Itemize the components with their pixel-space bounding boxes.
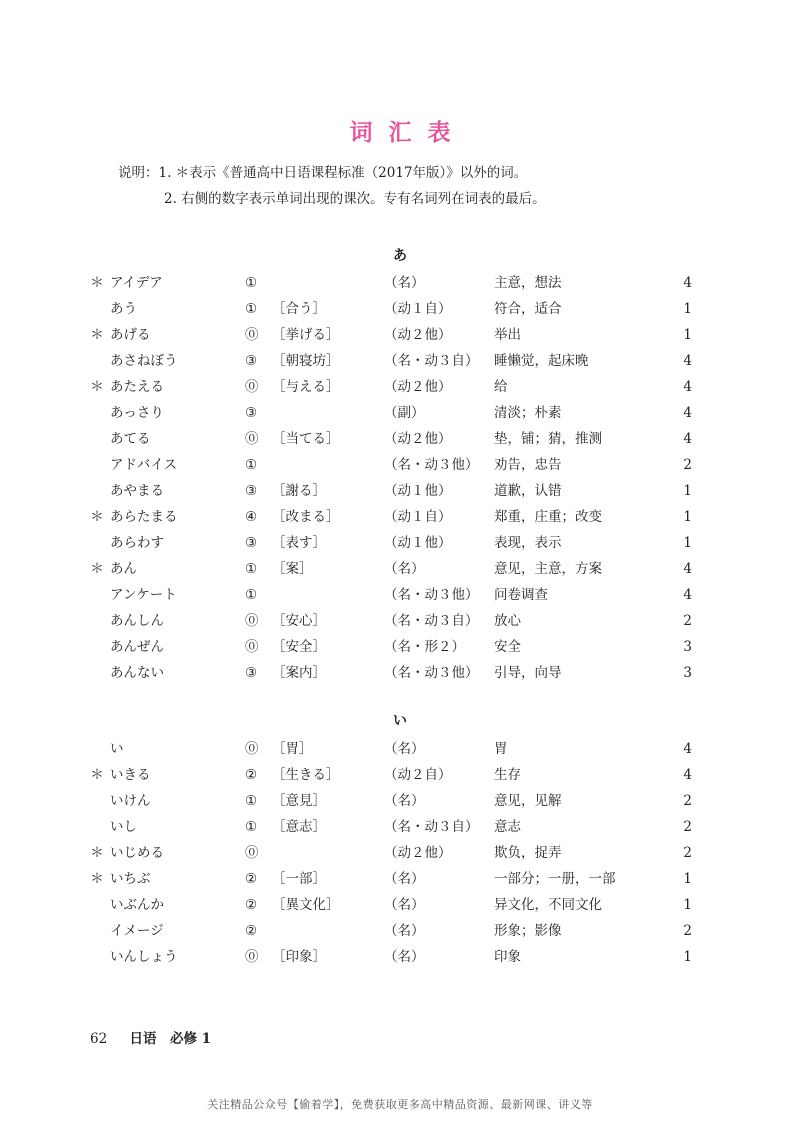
vocab-accent: ① (245, 561, 258, 577)
vocab-lesson: 1 (683, 483, 692, 499)
vocab-pos: （名・动３自） (384, 353, 479, 369)
vocab-kanji: ［与える］ (272, 379, 340, 395)
vocab-row (0, 296, 800, 322)
vocab-lesson: 4 (683, 379, 692, 395)
vocab-mark: ＊ (90, 845, 104, 861)
vocab-pos: （动１自） (384, 509, 452, 525)
vocab-mark: ＊ (90, 509, 104, 525)
vocab-row (0, 736, 800, 762)
vocab-lesson: 1 (683, 327, 692, 343)
vocab-accent: ① (245, 587, 258, 603)
vocab-kana: あんない (110, 665, 164, 681)
vocab-accent: ⓪ (245, 741, 259, 757)
vocab-lesson: 3 (683, 665, 692, 681)
vocab-kana: あらたまる (110, 509, 178, 525)
vocab-row (0, 374, 800, 400)
vocab-lesson: 1 (683, 871, 692, 887)
vocab-kana: あん (110, 561, 137, 577)
vocab-pos: （名・形２） (384, 639, 465, 655)
vocab-mark: ＊ (90, 275, 104, 291)
vocab-lesson: 4 (683, 431, 692, 447)
vocab-accent: ③ (245, 665, 258, 681)
vocab-pos: （动２他） (384, 327, 452, 343)
vocab-kanji: ［一部］ (272, 871, 326, 887)
vocab-meaning: 给 (494, 379, 508, 395)
vocab-pos: （名） (384, 741, 425, 757)
vocab-lesson: 4 (683, 405, 692, 421)
vocab-mark: ＊ (90, 871, 104, 887)
vocab-meaning: 道歉，认错 (494, 483, 562, 499)
vocab-kana: あらわす (110, 535, 164, 551)
vocab-accent: ③ (245, 535, 258, 551)
vocab-kanji: ［朝寝坊］ (272, 353, 340, 369)
vocab-lesson: 1 (683, 897, 692, 913)
vocab-kanji: ［挙げる］ (272, 327, 340, 343)
note-line-1: 说明：1. ＊表示《普通高中日语课程标准（2017年版）》以外的词。 (118, 165, 528, 181)
vocab-pos: （动２他） (384, 379, 452, 395)
vocab-lesson: 2 (683, 793, 692, 809)
vocab-meaning: 欺负，捉弄 (494, 845, 562, 861)
vocab-pos: （名・动３他） (384, 457, 479, 473)
vocab-accent: ② (245, 923, 258, 939)
vocab-meaning: 举出 (494, 327, 521, 343)
vocab-kana: あう (110, 301, 137, 317)
vocab-kanji: ［印象］ (272, 949, 326, 965)
vocab-kana: いし (110, 819, 137, 835)
vocab-pos: （名・动３自） (384, 819, 479, 835)
vocab-lesson: 1 (683, 301, 692, 317)
vocab-kanji: ［当てる］ (272, 431, 340, 447)
vocab-meaning: 引导，向导 (494, 665, 562, 681)
vocab-kana: アドバイス (110, 457, 178, 473)
vocab-kanji: ［合う］ (272, 301, 326, 317)
vocab-lesson: 4 (683, 767, 692, 783)
vocab-meaning: 安全 (494, 639, 521, 655)
vocab-kana: いけん (110, 793, 151, 809)
vocab-row (0, 660, 800, 686)
section-heading-i: い (393, 713, 407, 729)
vocab-meaning: 放心 (494, 613, 521, 629)
vocab-kana: いじめる (110, 845, 164, 861)
book-title: 日语 必修 1 (129, 1031, 212, 1047)
vocab-row (0, 762, 800, 788)
vocab-kana: あさねぼう (110, 353, 178, 369)
vocab-kana: いぶんか (110, 897, 164, 913)
vocab-kanji: ［意見］ (272, 793, 326, 809)
vocab-accent: ⓪ (245, 613, 259, 629)
vocab-lesson: 4 (683, 561, 692, 577)
vocab-lesson: 4 (683, 353, 692, 369)
vocab-meaning: 意见，见解 (494, 793, 562, 809)
vocab-row (0, 452, 800, 478)
vocab-kana: あてる (110, 431, 151, 447)
vocab-kanji: ［異文化］ (272, 897, 340, 913)
vocab-meaning: 问卷调查 (494, 587, 548, 603)
vocab-accent: ⓪ (245, 845, 259, 861)
vocab-row (0, 426, 800, 452)
vocab-pos: （动１他） (384, 535, 452, 551)
vocab-row (0, 892, 800, 918)
vocab-lesson: 1 (683, 949, 692, 965)
page-title: 词汇表 (349, 119, 467, 146)
vocab-accent: ③ (245, 353, 258, 369)
vocab-accent: ⓪ (245, 379, 259, 395)
vocab-row (0, 348, 800, 374)
vocab-accent: ① (245, 819, 258, 835)
vocab-kanji: ［胃］ (272, 741, 313, 757)
vocab-mark: ＊ (90, 379, 104, 395)
vocab-row (0, 322, 800, 348)
vocab-meaning: 清淡；朴素 (494, 405, 562, 421)
vocab-row (0, 270, 800, 296)
vocab-meaning: 胃 (494, 741, 508, 757)
vocab-accent: ⓪ (245, 431, 259, 447)
vocab-row (0, 918, 800, 944)
vocab-row (0, 478, 800, 504)
vocab-pos: （动２他） (384, 845, 452, 861)
page-number: 62 (90, 1031, 108, 1047)
vocab-lesson: 2 (683, 613, 692, 629)
vocab-kanji: ［謝る］ (272, 483, 326, 499)
vocab-pos: （名・动３他） (384, 665, 479, 681)
vocab-meaning: 表现，表示 (494, 535, 562, 551)
vocab-accent: ① (245, 301, 258, 317)
vocab-meaning: 劝告，忠告 (494, 457, 562, 473)
vocab-kana: あんぜん (110, 639, 164, 655)
vocab-lesson: 4 (683, 275, 692, 291)
vocab-lesson: 2 (683, 845, 692, 861)
vocab-kanji: ［安心］ (272, 613, 326, 629)
vocab-row (0, 814, 800, 840)
vocab-lesson: 2 (683, 923, 692, 939)
vocab-kana: いきる (110, 767, 151, 783)
vocab-list-a (0, 270, 800, 686)
vocab-mark: ＊ (90, 561, 104, 577)
vocab-row (0, 840, 800, 866)
note-line-2: 2. 右侧的数字表示单词出现的课次。专有名词列在词表的最后。 (164, 191, 546, 207)
vocab-pos: （动１自） (384, 301, 452, 317)
vocab-row (0, 504, 800, 530)
vocab-row (0, 788, 800, 814)
vocab-meaning: 生存 (494, 767, 521, 783)
vocab-pos: （名・动３他） (384, 587, 479, 603)
vocab-kana: いちぶ (110, 871, 151, 887)
vocab-lesson: 2 (683, 819, 692, 835)
vocab-meaning: 印象 (494, 949, 521, 965)
page-footer (90, 1027, 211, 1047)
vocab-meaning: 主意，想法 (494, 275, 562, 291)
vocab-kanji: ［安全］ (272, 639, 326, 655)
vocab-kana: あんしん (110, 613, 164, 629)
vocab-accent: ② (245, 871, 258, 887)
vocab-meaning: 符合，适合 (494, 301, 562, 317)
vocab-lesson: 3 (683, 639, 692, 655)
vocab-list-i (0, 736, 800, 970)
vocab-pos: （名） (384, 561, 425, 577)
vocab-pos: （动２他） (384, 431, 452, 447)
vocab-kana: アンケート (110, 587, 177, 603)
vocab-accent: ② (245, 767, 258, 783)
vocab-row (0, 582, 800, 608)
vocab-lesson: 4 (683, 741, 692, 757)
watermark-text: 关注精品公众号【偷着学】，免费获取更多高中精品资源、最新网课、讲义等 (207, 1098, 593, 1111)
vocab-mark: ＊ (90, 767, 104, 783)
vocab-pos: （名・动３自） (384, 613, 479, 629)
vocab-pos: （名） (384, 793, 425, 809)
vocab-meaning: 一部分；一册，一部 (494, 871, 616, 887)
vocab-meaning: 形象；影像 (494, 923, 562, 939)
vocab-accent: ① (245, 793, 258, 809)
vocab-meaning: 垫，铺；猜，推测 (494, 431, 602, 447)
vocab-accent: ① (245, 457, 258, 473)
vocab-kana: あげる (110, 327, 151, 343)
vocab-accent: ① (245, 275, 258, 291)
vocab-kana: あっさり (110, 405, 164, 421)
vocab-accent: ⓪ (245, 327, 259, 343)
vocab-meaning: 睡懒觉，起床晚 (494, 353, 589, 369)
vocab-accent: ⓪ (245, 949, 259, 965)
vocab-pos: （动１他） (384, 483, 452, 499)
vocab-pos: （动２自） (384, 767, 452, 783)
vocab-kana: あたえる (110, 379, 164, 395)
vocab-row (0, 944, 800, 970)
vocab-row (0, 400, 800, 426)
vocab-kanji: ［改まる］ (272, 509, 340, 525)
vocab-accent: ⓪ (245, 639, 259, 655)
vocab-meaning: 异文化，不同文化 (494, 897, 602, 913)
vocab-pos: （名） (384, 871, 425, 887)
vocab-kanji: ［意志］ (272, 819, 326, 835)
vocab-row (0, 634, 800, 660)
vocab-meaning: 意志 (494, 819, 521, 835)
vocab-mark: ＊ (90, 327, 104, 343)
vocab-lesson: 1 (683, 535, 692, 551)
vocab-row (0, 608, 800, 634)
vocab-kana: イメージ (110, 923, 164, 939)
vocab-pos: （副） (384, 405, 425, 421)
vocab-kanji: ［案］ (272, 561, 313, 577)
vocab-row (0, 556, 800, 582)
explanation-notes (118, 160, 546, 212)
vocab-kanji: ［案内］ (272, 665, 326, 681)
vocab-kana: アイデア (110, 275, 163, 291)
vocab-pos: （名） (384, 949, 425, 965)
vocab-meaning: 意见，主意，方案 (494, 561, 602, 577)
vocab-accent: ③ (245, 405, 258, 421)
vocab-kana: い (110, 741, 124, 757)
vocab-kana: いんしょう (110, 949, 178, 965)
vocab-pos: （名） (384, 897, 425, 913)
vocab-kana: あやまる (110, 483, 164, 499)
vocab-lesson: 2 (683, 457, 692, 473)
vocab-accent: ② (245, 897, 258, 913)
vocab-lesson: 1 (683, 509, 692, 525)
vocab-pos: （名） (384, 923, 425, 939)
vocab-kanji: ［表す］ (272, 535, 326, 551)
vocab-row (0, 866, 800, 892)
vocab-accent: ③ (245, 483, 258, 499)
vocab-kanji: ［生きる］ (272, 767, 340, 783)
vocab-pos: （名） (384, 275, 425, 291)
vocab-meaning: 郑重，庄重；改变 (494, 509, 602, 525)
vocab-lesson: 4 (683, 587, 692, 603)
vocab-row (0, 530, 800, 556)
section-heading-a: あ (393, 248, 407, 264)
vocab-accent: ④ (245, 509, 258, 525)
